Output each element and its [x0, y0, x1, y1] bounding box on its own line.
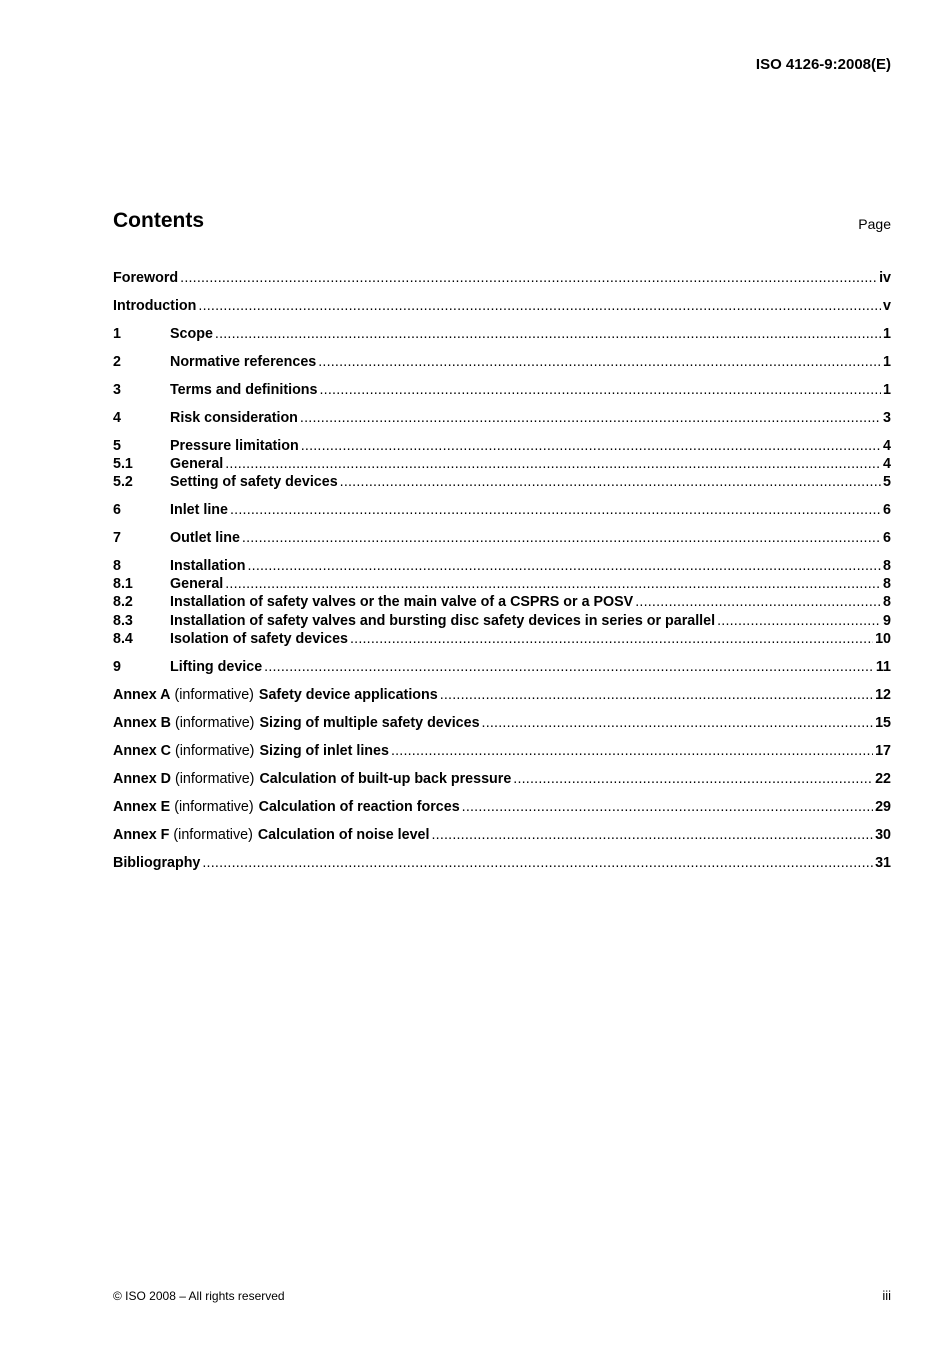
- toc-entry-page: 3: [883, 410, 891, 426]
- toc-entry[interactable]: [113, 269, 891, 287]
- dot-leader: [264, 658, 874, 676]
- toc-entry[interactable]: [113, 529, 891, 547]
- toc-entry-number: 7: [113, 530, 121, 546]
- dot-leader: [247, 557, 881, 575]
- dot-leader: [320, 381, 882, 399]
- annex-title: Sizing of multiple safety devices: [259, 715, 480, 731]
- toc-annex-entry[interactable]: [113, 798, 891, 816]
- toc-entry[interactable]: [113, 593, 891, 611]
- annex-title: Calculation of noise level: [257, 827, 430, 843]
- annex-page: 15: [875, 715, 891, 731]
- toc-entry-page: 8: [883, 558, 891, 574]
- toc-annex-entry[interactable]: [113, 770, 891, 788]
- toc-entry-title: Lifting device: [170, 659, 263, 675]
- toc-entry-number: 8.4: [113, 631, 133, 647]
- annex-type: (informative): [174, 687, 254, 703]
- toc-entry-number: 5.2: [113, 474, 133, 490]
- toc-entry[interactable]: [113, 501, 891, 519]
- dot-leader: [391, 742, 873, 760]
- annex-label: Annex C: [113, 743, 171, 759]
- annex-type: (informative): [175, 771, 255, 787]
- dot-leader: [350, 630, 873, 648]
- footer-page-number: iii: [882, 1288, 891, 1303]
- dot-leader: [301, 437, 881, 455]
- toc-annex-entry[interactable]: [113, 714, 891, 732]
- dot-leader: [225, 575, 881, 593]
- toc-annex-entry[interactable]: [113, 742, 891, 760]
- toc-entry-title: Isolation of safety devices: [170, 631, 348, 647]
- dot-leader: [635, 593, 881, 611]
- toc-entry[interactable]: [113, 437, 891, 455]
- toc-entry-title: Pressure limitation: [170, 438, 299, 454]
- annex-page: 30: [875, 827, 891, 843]
- toc-entry-page: 11: [875, 659, 891, 675]
- toc-entry-title: Inlet line: [170, 502, 228, 518]
- annex-label: Annex A: [113, 687, 171, 703]
- dot-leader: [318, 353, 881, 371]
- toc-entry[interactable]: [113, 612, 891, 630]
- annex-title: Calculation of built-up back pressure: [259, 771, 512, 787]
- toc-entry-page: 9: [883, 613, 891, 629]
- toc-entry-number: 4: [113, 410, 121, 426]
- toc-entry-number: 2: [113, 354, 121, 370]
- dot-leader: [198, 297, 881, 315]
- bibliography-page: 31: [875, 855, 891, 871]
- toc-entry-title: General: [170, 576, 224, 592]
- toc-entry-page: 1: [883, 354, 891, 370]
- toc-entry-title: Introduction: [113, 298, 197, 314]
- annex-label: Annex D: [113, 771, 171, 787]
- toc-entry-title: Outlet line: [170, 530, 240, 546]
- toc-bibliography[interactable]: [113, 854, 891, 872]
- annex-label: Annex B: [113, 715, 171, 731]
- toc-entry-page: 8: [883, 576, 891, 592]
- toc-entry[interactable]: [113, 557, 891, 575]
- toc-annex-entry[interactable]: [113, 686, 891, 704]
- toc-entry-page: 4: [883, 456, 891, 472]
- toc-entry-number: 5.1: [113, 456, 133, 472]
- toc-annex-entry[interactable]: [113, 826, 891, 844]
- toc-entry-page: 1: [883, 382, 891, 398]
- toc-entry[interactable]: [113, 473, 891, 491]
- toc-entry-title: Foreword: [113, 270, 179, 286]
- toc-entry[interactable]: [113, 381, 891, 399]
- dot-leader: [300, 409, 881, 427]
- annex-type: (informative): [174, 799, 254, 815]
- toc-entry-title: Setting of safety devices: [170, 474, 338, 490]
- toc-entry[interactable]: [113, 325, 891, 343]
- toc-entry-title: Installation: [170, 558, 246, 574]
- toc-entry-page: 5: [883, 474, 891, 490]
- toc-entry-title: General: [170, 456, 224, 472]
- toc-entry[interactable]: [113, 353, 891, 371]
- annex-label: Annex E: [113, 799, 171, 815]
- dot-leader: [340, 473, 881, 491]
- toc-entry-title: Installation of safety valves or the main valve of a CSPRS or a POSV: [170, 594, 634, 610]
- toc-entry-title: Risk consideration: [170, 410, 298, 426]
- toc-entry-title: Normative references: [170, 354, 317, 370]
- dot-leader: [513, 770, 873, 788]
- dot-leader: [482, 714, 874, 732]
- dot-leader: [180, 269, 877, 287]
- toc-entry-number: 9: [113, 659, 121, 675]
- toc-entry-page: 10: [875, 631, 891, 647]
- page-column-label: Page: [858, 216, 891, 232]
- toc-entry[interactable]: [113, 575, 891, 593]
- annex-title: Sizing of inlet lines: [259, 743, 389, 759]
- dot-leader: [230, 501, 881, 519]
- toc-entry-number: 1: [113, 326, 121, 342]
- annex-label: Annex F: [113, 827, 170, 843]
- annex-title: Safety device applications: [258, 687, 438, 703]
- toc-entry-number: 8: [113, 558, 121, 574]
- footer-copyright: © ISO 2008 – All rights reserved: [113, 1289, 285, 1303]
- toc-entry-page: v: [883, 298, 891, 314]
- dot-leader: [225, 455, 881, 473]
- toc-entry[interactable]: [113, 658, 891, 676]
- toc-entry-number: 8.2: [113, 594, 133, 610]
- annex-page: 17: [875, 743, 891, 759]
- toc-entry-page: 4: [883, 438, 891, 454]
- toc-entry-page: 1: [883, 326, 891, 342]
- dot-leader: [440, 686, 873, 704]
- toc-entry-page: 6: [883, 530, 891, 546]
- dot-leader: [215, 325, 881, 343]
- dot-leader: [431, 826, 873, 844]
- dot-leader: [717, 612, 881, 630]
- toc-entry-number: 3: [113, 382, 121, 398]
- toc-entry-title: Installation of safety valves and bursting disc safety devices in series or parallel: [170, 613, 716, 629]
- toc-entry-title: Terms and definitions: [170, 382, 318, 398]
- annex-title: Calculation of reaction forces: [258, 799, 460, 815]
- toc-entry[interactable]: [113, 297, 891, 315]
- toc-entry[interactable]: [113, 409, 891, 427]
- dot-leader: [202, 854, 873, 872]
- toc-entry-number: 8.3: [113, 613, 133, 629]
- bibliography-title: Bibliography: [113, 855, 201, 871]
- toc-entry-number: 5: [113, 438, 121, 454]
- toc-entry-page: iv: [879, 270, 891, 286]
- toc-entry-page: 6: [883, 502, 891, 518]
- toc-entry-title: Scope: [170, 326, 213, 342]
- toc-entry[interactable]: [113, 630, 891, 648]
- annex-type: (informative): [173, 827, 253, 843]
- annex-page: 29: [875, 799, 891, 815]
- annex-page: 12: [875, 687, 891, 703]
- toc-entry[interactable]: [113, 455, 891, 473]
- annex-type: (informative): [175, 715, 255, 731]
- toc-entry-number: 6: [113, 502, 121, 518]
- document-id: ISO 4126-9:2008(E): [755, 56, 891, 73]
- annex-type: (informative): [175, 743, 255, 759]
- dot-leader: [242, 529, 881, 547]
- annex-page: 22: [875, 771, 891, 787]
- toc-entry-number: 8.1: [113, 576, 133, 592]
- dot-leader: [462, 798, 873, 816]
- toc-entry-page: 8: [883, 594, 891, 610]
- contents-heading: Contents: [113, 209, 204, 232]
